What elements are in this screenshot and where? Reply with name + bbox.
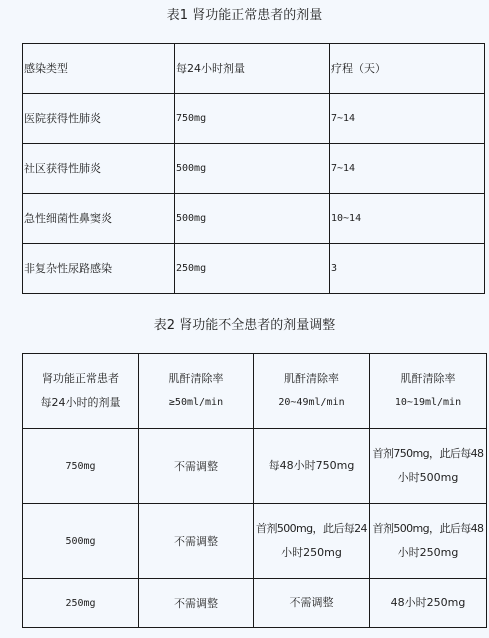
dose-cell: 250mg xyxy=(175,244,330,294)
header-crcl-20-49 xyxy=(254,354,370,429)
crcl-10-19-cell xyxy=(370,579,487,628)
infection-type-cell: 非复杂性尿路感染 xyxy=(23,244,175,294)
crcl-20-49-cell xyxy=(254,579,370,628)
header-line: 10~19ml/min xyxy=(394,397,462,408)
table-row xyxy=(23,579,487,628)
header-crcl-50 xyxy=(139,354,254,429)
course-cell: 7~14 xyxy=(330,94,485,144)
header-line: 肌酐清除率 xyxy=(400,372,456,385)
normal-dose-cell: 250mg xyxy=(23,579,139,628)
infection-type-cell: 社区获得性肺炎 xyxy=(23,144,175,194)
dose-cell: 750mg xyxy=(175,94,330,144)
header-normal-dose xyxy=(23,354,139,429)
table-header-row xyxy=(23,44,485,94)
header-line: 20~49ml/min xyxy=(278,397,345,408)
crcl-50-cell: 不需调整 xyxy=(139,429,254,504)
cell-line: 不需调整 xyxy=(289,596,334,609)
header-daily-dose: 每24小时剂量 xyxy=(175,44,330,94)
crcl-10-19-cell xyxy=(370,504,487,579)
table-row xyxy=(23,144,485,194)
cell-line: 小时250mg xyxy=(281,546,342,559)
dose-cell: 500mg xyxy=(175,144,330,194)
cell-line: 每48小时750mg xyxy=(268,459,355,472)
header-course-days: 疗程（天） xyxy=(330,44,485,94)
cell-line: 小时250mg xyxy=(397,546,459,559)
crcl-10-19-cell xyxy=(370,429,487,504)
dose-cell: 500mg xyxy=(175,194,330,244)
table-header-row xyxy=(23,354,487,429)
course-cell: 7~14 xyxy=(330,144,485,194)
course-cell: 3 xyxy=(330,244,485,294)
infection-type-cell: 医院获得性肺炎 xyxy=(23,94,175,144)
table-row xyxy=(23,94,485,144)
renal-impairment-dose-table xyxy=(22,353,487,628)
cell-line: 首剂500mg，此后每24 xyxy=(256,522,367,535)
table2-caption: 表2 肾功能不全患者的剂量调整 xyxy=(153,318,336,333)
crcl-50-cell: 不需调整 xyxy=(139,504,254,579)
header-crcl-10-19 xyxy=(370,354,487,429)
table1-caption: 表1 肾功能正常患者的剂量 xyxy=(166,8,323,23)
header-infection-type: 感染类型 xyxy=(23,44,175,94)
cell-line: 首剂750mg，此后每48 xyxy=(372,447,484,460)
table-row xyxy=(23,504,487,579)
header-line: ≥50ml/min xyxy=(168,397,224,408)
infection-type-cell: 急性细菌性鼻窦炎 xyxy=(23,194,175,244)
normal-renal-dose-table xyxy=(22,43,485,294)
table-row xyxy=(23,194,485,244)
table-row xyxy=(23,429,487,504)
crcl-20-49-cell xyxy=(254,504,370,579)
cell-line: 首剂500mg，此后每48 xyxy=(372,522,484,535)
header-line: 肾功能正常患者 xyxy=(42,372,119,385)
course-cell: 10~14 xyxy=(330,194,485,244)
crcl-20-49-cell xyxy=(254,429,370,504)
cell-line: 小时500mg xyxy=(397,471,459,484)
cell-line: 48小时250mg xyxy=(390,596,466,609)
crcl-50-cell: 不需调整 xyxy=(139,579,254,628)
table-row xyxy=(23,244,485,294)
header-line: 每24小时的剂量 xyxy=(40,396,121,409)
header-line: 肌酐清除率 xyxy=(284,372,339,385)
normal-dose-cell: 750mg xyxy=(23,429,139,504)
header-line: 肌酐清除率 xyxy=(168,372,224,385)
normal-dose-cell: 500mg xyxy=(23,504,139,579)
